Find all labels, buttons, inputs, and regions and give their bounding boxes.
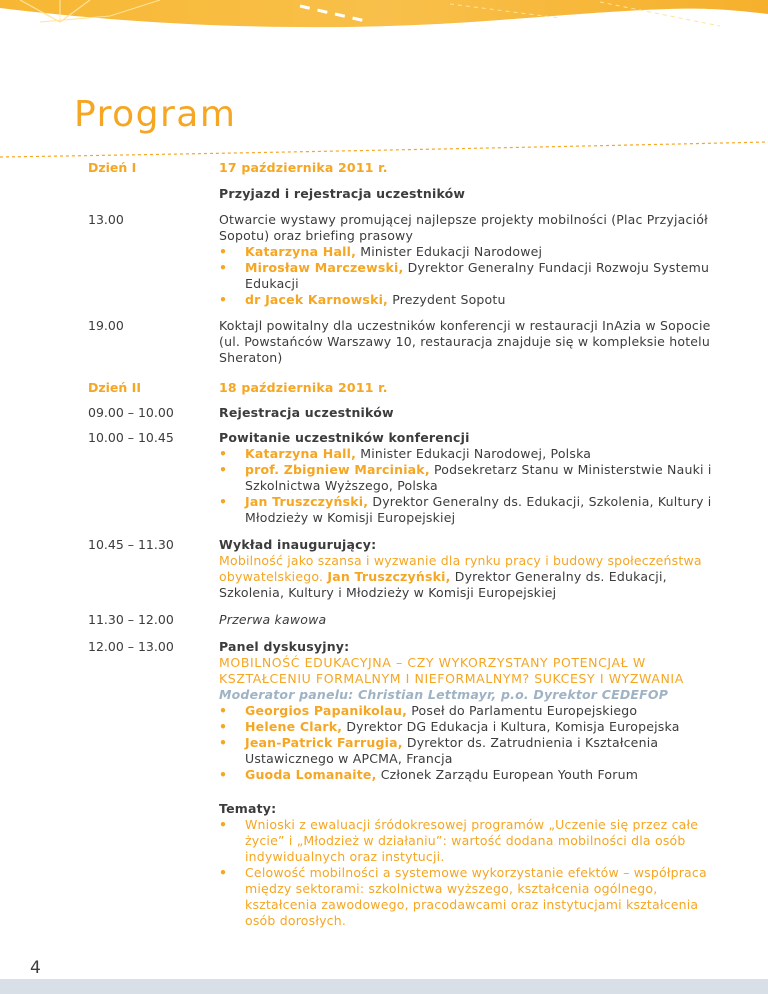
topic-item: • Wnioski z ewaluacji śródokresowej programów „Uczenie się przez całe życie” i „Młodzież w działaniu”: wartość dodana mobilności dla osób indywidualnych oraz instytucji. xyxy=(219,817,718,865)
schedule-row xyxy=(88,430,718,526)
speaker-list xyxy=(219,446,718,526)
slot-content xyxy=(219,212,718,308)
speaker-item: • Mirosław Marczewski, Dyrektor Generalny Fundacji Rozwoju Systemu Edukacji xyxy=(219,260,718,292)
speaker-list xyxy=(219,244,718,308)
day-header xyxy=(88,380,718,396)
topics-list xyxy=(219,817,718,929)
slot-content xyxy=(219,537,718,601)
speaker-item: • Jan Truszczyński, Dyrektor Generalny ds. Edukacji, Szkolenia, Kultury i Młodzieży w Komisji Europejskiej xyxy=(219,494,718,526)
time-slot: 12.00 – 13.00 xyxy=(88,639,174,654)
topics-heading: Tematy: xyxy=(219,801,277,816)
slot-content xyxy=(219,430,718,526)
time-slot: 13.00 xyxy=(88,212,124,227)
title-divider xyxy=(0,140,768,160)
slot-heading: Wykład inaugurujący: xyxy=(219,537,377,552)
day-label: Dzień II xyxy=(88,380,141,395)
day-date: 18 października 2011 r. xyxy=(219,380,388,395)
day-label: Dzień I xyxy=(88,160,137,175)
slot-description: Przerwa kawowa xyxy=(219,612,327,627)
speaker-item: • dr Jacek Karnowski, Prezydent Sopotu xyxy=(219,292,718,308)
slot-heading: Panel dyskusyjny: xyxy=(219,639,350,654)
schedule-row xyxy=(88,405,718,421)
lecture-text: Mobilność jako szansa i wyzwanie dla rynku pracy i budowy społeczeństwa obywatelskiego. Jan Truszczyński, Dyrektor Generalny ds. Edukacji, Szkolenia, Kultury i Młodzieży w Komisji Europejskiej xyxy=(219,553,702,600)
arrival-text: Przyjazd i rejestracja uczestników xyxy=(219,186,466,201)
slot-description: Otwarcie wystawy promującej najlepsze projekty mobilności (Plac Przyjaciół Sopotu) oraz briefing prasowy xyxy=(219,212,708,243)
schedule-row xyxy=(88,612,718,628)
header-banner xyxy=(0,0,768,48)
time-slot: 11.30 – 12.00 xyxy=(88,612,174,627)
speaker-item: • Katarzyna Hall, Minister Edukacji Narodowej, Polska xyxy=(219,446,718,462)
page-number: 4 xyxy=(30,958,41,978)
speaker-item: • prof. Zbigniew Marciniak, Podsekretarz Stanu w Ministerstwie Nauki i Szkolnictwa Wyższego, Polska xyxy=(219,462,718,494)
panelist-item: • Guoda Lomanaite, Członek Zarządu European Youth Forum xyxy=(219,767,718,783)
program-schedule xyxy=(88,160,718,929)
schedule-row xyxy=(88,186,718,202)
header-decoration xyxy=(0,0,768,48)
speaker-item: • Katarzyna Hall, Minister Edukacji Narodowej xyxy=(219,244,718,260)
time-slot: 10.00 – 10.45 xyxy=(88,430,174,445)
slot-content xyxy=(219,639,718,929)
panelist-item: • Georgios Papanikolau, Poseł do Parlamentu Europejskiego xyxy=(219,703,718,719)
topic-item: • Celowość mobilności a systemowe wykorzystanie efektów – współpraca między sektorami: szkolnictwa wyższego, kształcenia ogólnego, kształcenia zawodowego, pracodawcami oraz instytucjami kształcenia osób dorosłych. xyxy=(219,865,718,929)
panel-moderator: Moderator panelu: Christian Lettmayr, p.o. Dyrektor CEDEFOP xyxy=(219,687,669,702)
time-slot: 10.45 – 11.30 xyxy=(88,537,174,552)
panel-topic: MOBILNOŚĆ EDUKACYJNA – CZY WYKORZYSTANY POTENCJAŁ W KSZTAŁCENIU FORMALNYM I NIEFORMALNYM? SUKCESY I WYZWANIA xyxy=(219,655,684,686)
schedule-row xyxy=(88,537,718,601)
schedule-row xyxy=(88,318,718,366)
page-title: Program xyxy=(74,94,237,135)
panelist-list xyxy=(219,703,718,783)
slot-heading: Powitanie uczestników konferencji xyxy=(219,430,470,445)
panelist-item: • Jean-Patrick Farrugia, Dyrektor ds. Zatrudnienia i Kształcenia Ustawicznego w APCMA, Francja xyxy=(219,735,718,767)
time-slot: 09.00 – 10.00 xyxy=(88,405,174,420)
slot-description: Rejestracja uczestników xyxy=(219,405,394,420)
time-slot: 19.00 xyxy=(88,318,124,333)
day-date: 17 października 2011 r. xyxy=(219,160,388,175)
schedule-row xyxy=(88,639,718,929)
footer-bar xyxy=(0,979,768,994)
panelist-item: • Helene Clark, Dyrektor DG Edukacja i Kultura, Komisja Europejska xyxy=(219,719,718,735)
day-header xyxy=(88,160,718,176)
slot-description: Koktajl powitalny dla uczestników konferencji w restauracji InAzia w Sopocie (ul. Powstańców Warszawy 10, restauracja znajduje się w kompleksie hotelu Sheraton) xyxy=(219,318,711,365)
schedule-row xyxy=(88,212,718,308)
